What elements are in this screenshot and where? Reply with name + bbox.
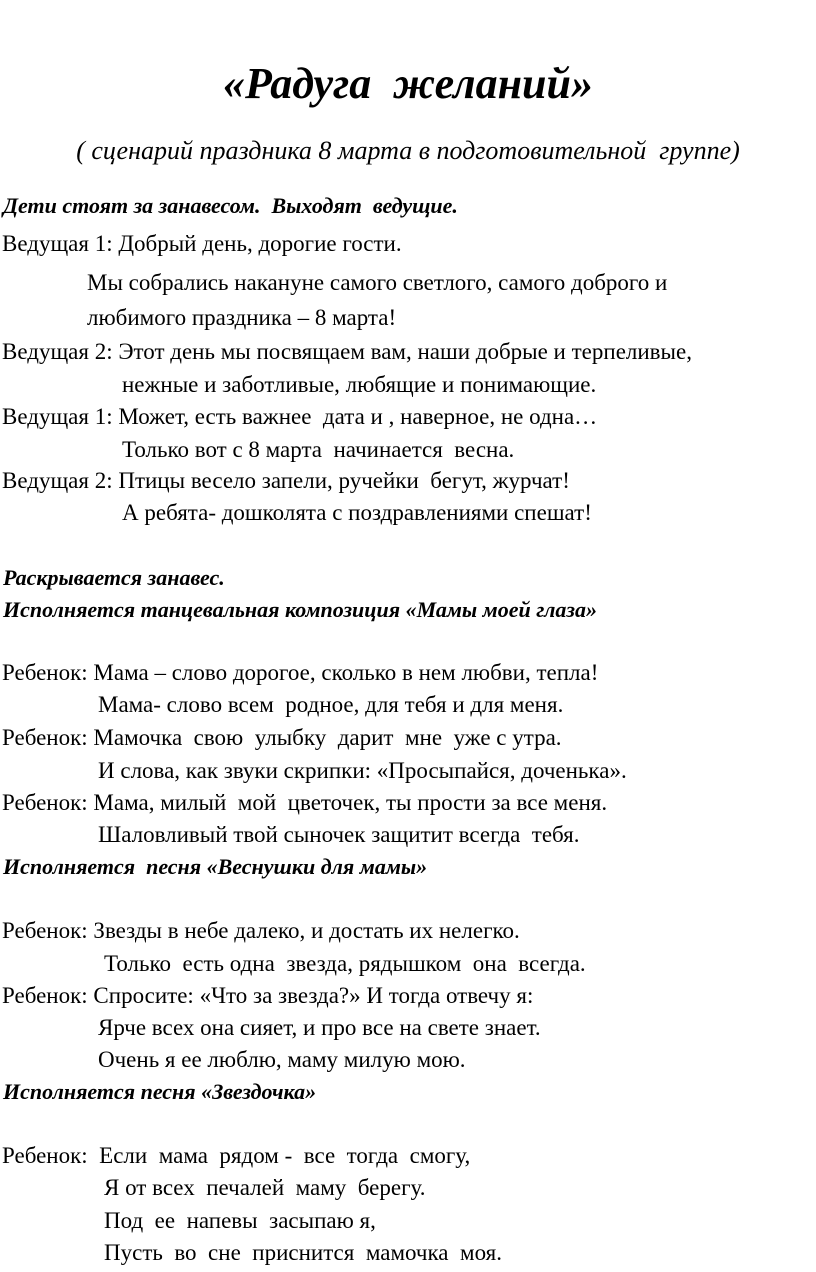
stage-direction: Исполняется песня «Звездочка» xyxy=(3,1079,317,1104)
text-line: Ребенок: Мамочка свою улыбку дарит мне уже с утра. xyxy=(2,725,562,750)
text-line: Под ее напевы засыпаю я, xyxy=(104,1208,376,1233)
text-line: Мама- слово всем родное, для тебя и для меня. xyxy=(98,692,564,717)
text-line: Ведущая 2: Птицы весело запели, ручейки бегут, журчат! xyxy=(2,468,570,493)
text-line: Ребенок: Спросите: «Что за звезда?» И тогда отвечу я: xyxy=(2,983,534,1008)
stage-direction: Дети стоят за занавесом. Выходят ведущие. xyxy=(3,193,458,218)
text-line: Ведущая 2: Этот день мы посвящаем вам, наши добрые и терпеливые, xyxy=(2,339,692,364)
text-line: И слова, как звуки скрипки: «Просыпайся, доченька». xyxy=(98,758,627,783)
text-line: Мы собрались накануне самого светлого, самого доброго и xyxy=(87,270,668,295)
text-line: Ярче всех она сияет, и про все на свете знает. xyxy=(98,1015,541,1040)
stage-direction: Исполняется песня «Веснушки для мамы» xyxy=(3,854,428,879)
text-line: нежные и заботливые, любящие и понимающие. xyxy=(122,372,597,397)
text-line: Очень я ее люблю, маму милую мою. xyxy=(98,1047,466,1072)
text-line: Пусть во сне приснится мамочка моя. xyxy=(104,1240,502,1265)
stage-direction: Раскрывается занавес. xyxy=(3,565,225,590)
text-line: любимого праздника – 8 марта! xyxy=(87,305,397,330)
text-line: Только есть одна звезда, рядышком она всегда. xyxy=(104,951,586,976)
text-line: Ребенок: Мама, милый мой цветочек, ты прости за все меня. xyxy=(2,790,608,815)
text-line: Я от всех печалей маму берегу. xyxy=(104,1175,426,1200)
text-line: Ребенок: Мама – слово дорогое, сколько в нем любви, тепла! xyxy=(2,660,599,685)
stage-direction: Исполняется танцевальная композиция «Мамы моей глаза» xyxy=(3,597,597,622)
text-line: А ребята- дошколята с поздравлениями спешат! xyxy=(122,500,592,525)
text-line: Шаловливый твой сыночек защитит всегда тебя. xyxy=(98,822,580,847)
document-title: «Радуга желаний» xyxy=(223,59,593,108)
document-subtitle: ( сценарий праздника 8 марта в подготовительной группе) xyxy=(76,136,740,165)
text-line: Ребенок: Если мама рядом - все тогда смогу, xyxy=(2,1143,471,1168)
text-line: Ребенок: Звезды в небе далеко, и достать их нелегко. xyxy=(2,918,520,943)
text-line: Только вот с 8 марта начинается весна. xyxy=(122,437,515,462)
text-line: Ведущая 1: Может, есть важнее дата и , наверное, не одна… xyxy=(2,404,598,429)
text-line: Ведущая 1: Добрый день, дорогие гости. xyxy=(2,231,402,256)
